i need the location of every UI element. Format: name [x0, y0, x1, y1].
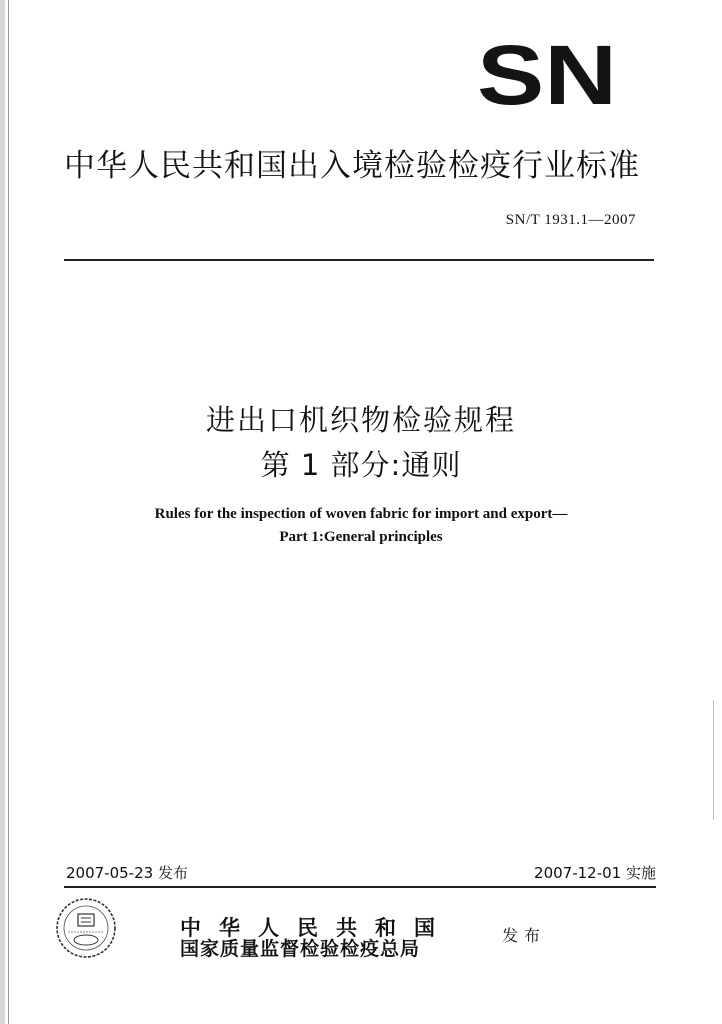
issuer-country: 中华人民共和国: [180, 915, 453, 940]
implementation-date: 2007-12-01 实施: [534, 864, 656, 882]
standard-number: SN/T 1931.1—2007: [505, 212, 636, 228]
document-title-cn: 进出口机织物检验规程: [205, 403, 516, 437]
document-title-en: Rules for the inspection of woven fabric for import and export—: [154, 506, 568, 522]
scan-mark: [713, 700, 714, 820]
footer-divider: [64, 886, 656, 888]
header-divider: [64, 259, 654, 261]
sn-logo: [476, 40, 618, 110]
issuer-agency: 国家质量监督检验检疫总局: [180, 938, 421, 960]
document-part-title-cn: 第 1 部分:通则: [260, 448, 462, 482]
issue-date: 2007-05-23 发布: [66, 864, 188, 882]
official-seal-icon: [54, 896, 118, 960]
sn-logo-text: SN: [477, 40, 617, 110]
document-part-title-en: Part 1:General principles: [279, 529, 443, 545]
standard-category-title: 中华人民共和国出入境检验检疫行业标准: [64, 148, 640, 184]
issue-verb: 发布: [502, 926, 547, 945]
